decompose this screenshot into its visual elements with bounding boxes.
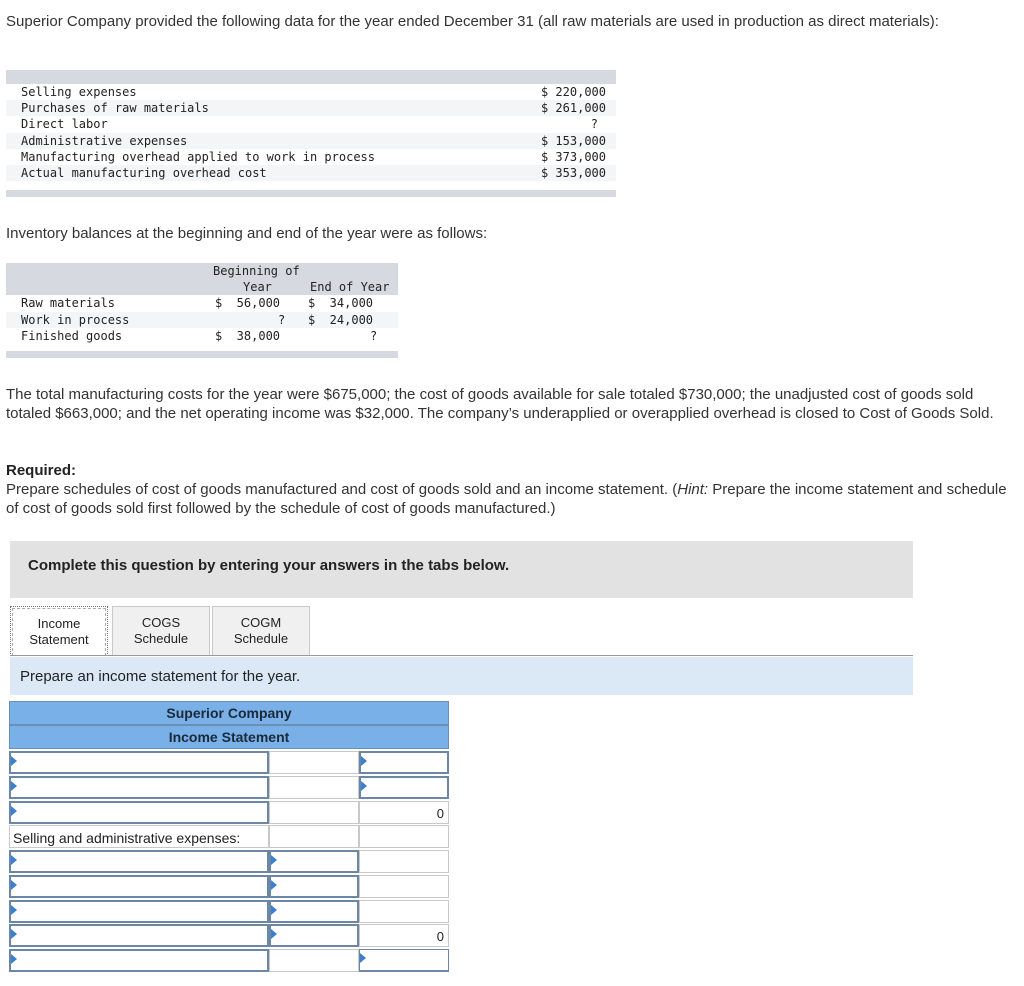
dropdown-flag-icon — [11, 929, 17, 939]
line-item-select[interactable] — [9, 850, 269, 873]
amount-cell — [359, 900, 449, 923]
amount-input[interactable] — [269, 924, 359, 947]
line-item-select[interactable] — [9, 801, 269, 824]
dropdown-flag-icon — [11, 905, 17, 915]
dropdown-flag-icon — [11, 880, 17, 890]
summary-text: The total manufacturing costs for the year were $675,000; the cost of goods available for sale totaled $730,000; the unadjusted cost of goods sold totaled $663,000; and the net operating income was $32,000. The company’s underapplied or overapplied overhead is closed to Cost of Goods Sold. — [6, 386, 994, 422]
dropdown-flag-icon — [11, 954, 17, 964]
computed-total-cell — [359, 924, 449, 947]
row-value: $ 261,000 — [540, 101, 606, 115]
question-prompt: Prepare an income statement for the year. — [10, 657, 913, 695]
dropdown-flag-icon — [271, 855, 277, 865]
inventory-table — [6, 263, 398, 358]
instruction-banner: Complete this question by entering your answers in the tabs below. — [10, 541, 913, 598]
dropdown-flag-icon — [271, 929, 277, 939]
row-label: Finished goods — [21, 329, 123, 343]
row-value: ? — [590, 117, 598, 131]
amount-cell — [359, 850, 449, 873]
row-value: $ 153,000 — [540, 134, 606, 148]
amount-input[interactable] — [359, 776, 449, 799]
col-header-begin-year: Year — [243, 280, 272, 294]
amount-cell — [359, 875, 449, 898]
required-text: Prepare schedules of cost of goods manufactured and cost of goods sold and an income statement. (Hint: Prepare the income statement and schedule of cost of goods sold first followed by the schedule of cost of goods manufactured.) — [6, 481, 1007, 517]
dropdown-flag-icon — [361, 756, 367, 766]
amount-cell — [269, 949, 359, 972]
col-header-begin: Beginning of — [213, 264, 300, 278]
dropdown-flag-icon — [360, 953, 366, 963]
cost-data-table — [6, 70, 616, 197]
dropdown-flag-icon — [11, 855, 17, 865]
dropdown-flag-icon — [361, 781, 367, 791]
table-row — [6, 84, 616, 100]
table-row — [6, 133, 616, 149]
intro-text: Superior Company provided the following data for the year ended December 31 (all raw materials are used in production as direct materials): — [6, 13, 939, 30]
row-begin: $ 56,000 — [215, 296, 281, 310]
amount-input[interactable] — [359, 751, 449, 774]
row-label: Selling expenses — [21, 85, 137, 99]
row-label: Direct labor — [21, 117, 108, 131]
amount-input[interactable] — [269, 850, 359, 873]
line-item-select[interactable] — [9, 875, 269, 898]
row-label: Work in process — [21, 313, 130, 327]
row-begin: $ 38,000 — [215, 329, 281, 343]
row-begin: ? — [278, 313, 286, 327]
line-item-select[interactable] — [9, 776, 269, 799]
row-label: Actual manufacturing overhead cost — [21, 166, 267, 180]
dropdown-flag-icon — [271, 905, 277, 915]
amount-cell — [269, 751, 359, 774]
row-label: Manufacturing overhead applied to work in process — [21, 150, 376, 164]
row-end: $ 24,000 — [308, 313, 374, 327]
line-item-select[interactable] — [9, 900, 269, 923]
amount-input[interactable] — [269, 875, 359, 898]
net-income-input[interactable] — [359, 949, 449, 972]
sga-label-cell — [9, 825, 269, 848]
amount-cell — [269, 776, 359, 799]
table-row — [6, 100, 616, 116]
table-row — [6, 165, 616, 181]
amount-cell — [359, 825, 449, 848]
row-value: $ 220,000 — [540, 85, 606, 99]
line-item-select[interactable] — [9, 924, 269, 947]
amount-input[interactable] — [269, 900, 359, 923]
computed-total: 0 — [436, 929, 444, 944]
row-label: Purchases of raw materials — [21, 101, 209, 115]
computed-total: 0 — [436, 806, 444, 821]
row-value: $ 373,000 — [540, 150, 606, 164]
dropdown-flag-icon — [271, 880, 277, 890]
row-value: $ 353,000 — [540, 166, 606, 180]
row-label: Administrative expenses — [21, 134, 188, 148]
required-title: Required: — [6, 462, 77, 479]
line-item-select[interactable] — [9, 751, 269, 774]
dropdown-flag-icon — [11, 781, 17, 791]
line-item-select[interactable] — [9, 949, 269, 972]
tab-cogm-schedule[interactable]: COGM Schedule — [212, 606, 310, 656]
dropdown-flag-icon — [11, 806, 17, 816]
row-end: ? — [370, 329, 378, 343]
amount-cell — [269, 825, 359, 848]
required-section — [6, 461, 1011, 518]
amount-cell — [269, 801, 359, 824]
dropdown-flag-icon — [11, 756, 17, 766]
row-label: Raw materials — [21, 296, 115, 310]
statement-title-header: Income Statement — [9, 725, 449, 749]
sga-label: Selling and administrative expenses: — [13, 830, 241, 846]
table-row — [6, 116, 616, 132]
row-end: $ 34,000 — [308, 296, 374, 310]
tab-divider — [10, 655, 913, 656]
computed-total-cell — [359, 801, 449, 824]
company-name-header: Superior Company — [9, 701, 449, 725]
tab-income-statement[interactable]: Income Statement — [10, 606, 108, 658]
tab-cogs-schedule[interactable]: COGS Schedule — [112, 606, 210, 656]
col-header-end: End of Year — [310, 280, 390, 294]
table-row — [6, 149, 616, 165]
inventory-intro: Inventory balances at the beginning and end of the year were as follows: — [6, 225, 488, 242]
